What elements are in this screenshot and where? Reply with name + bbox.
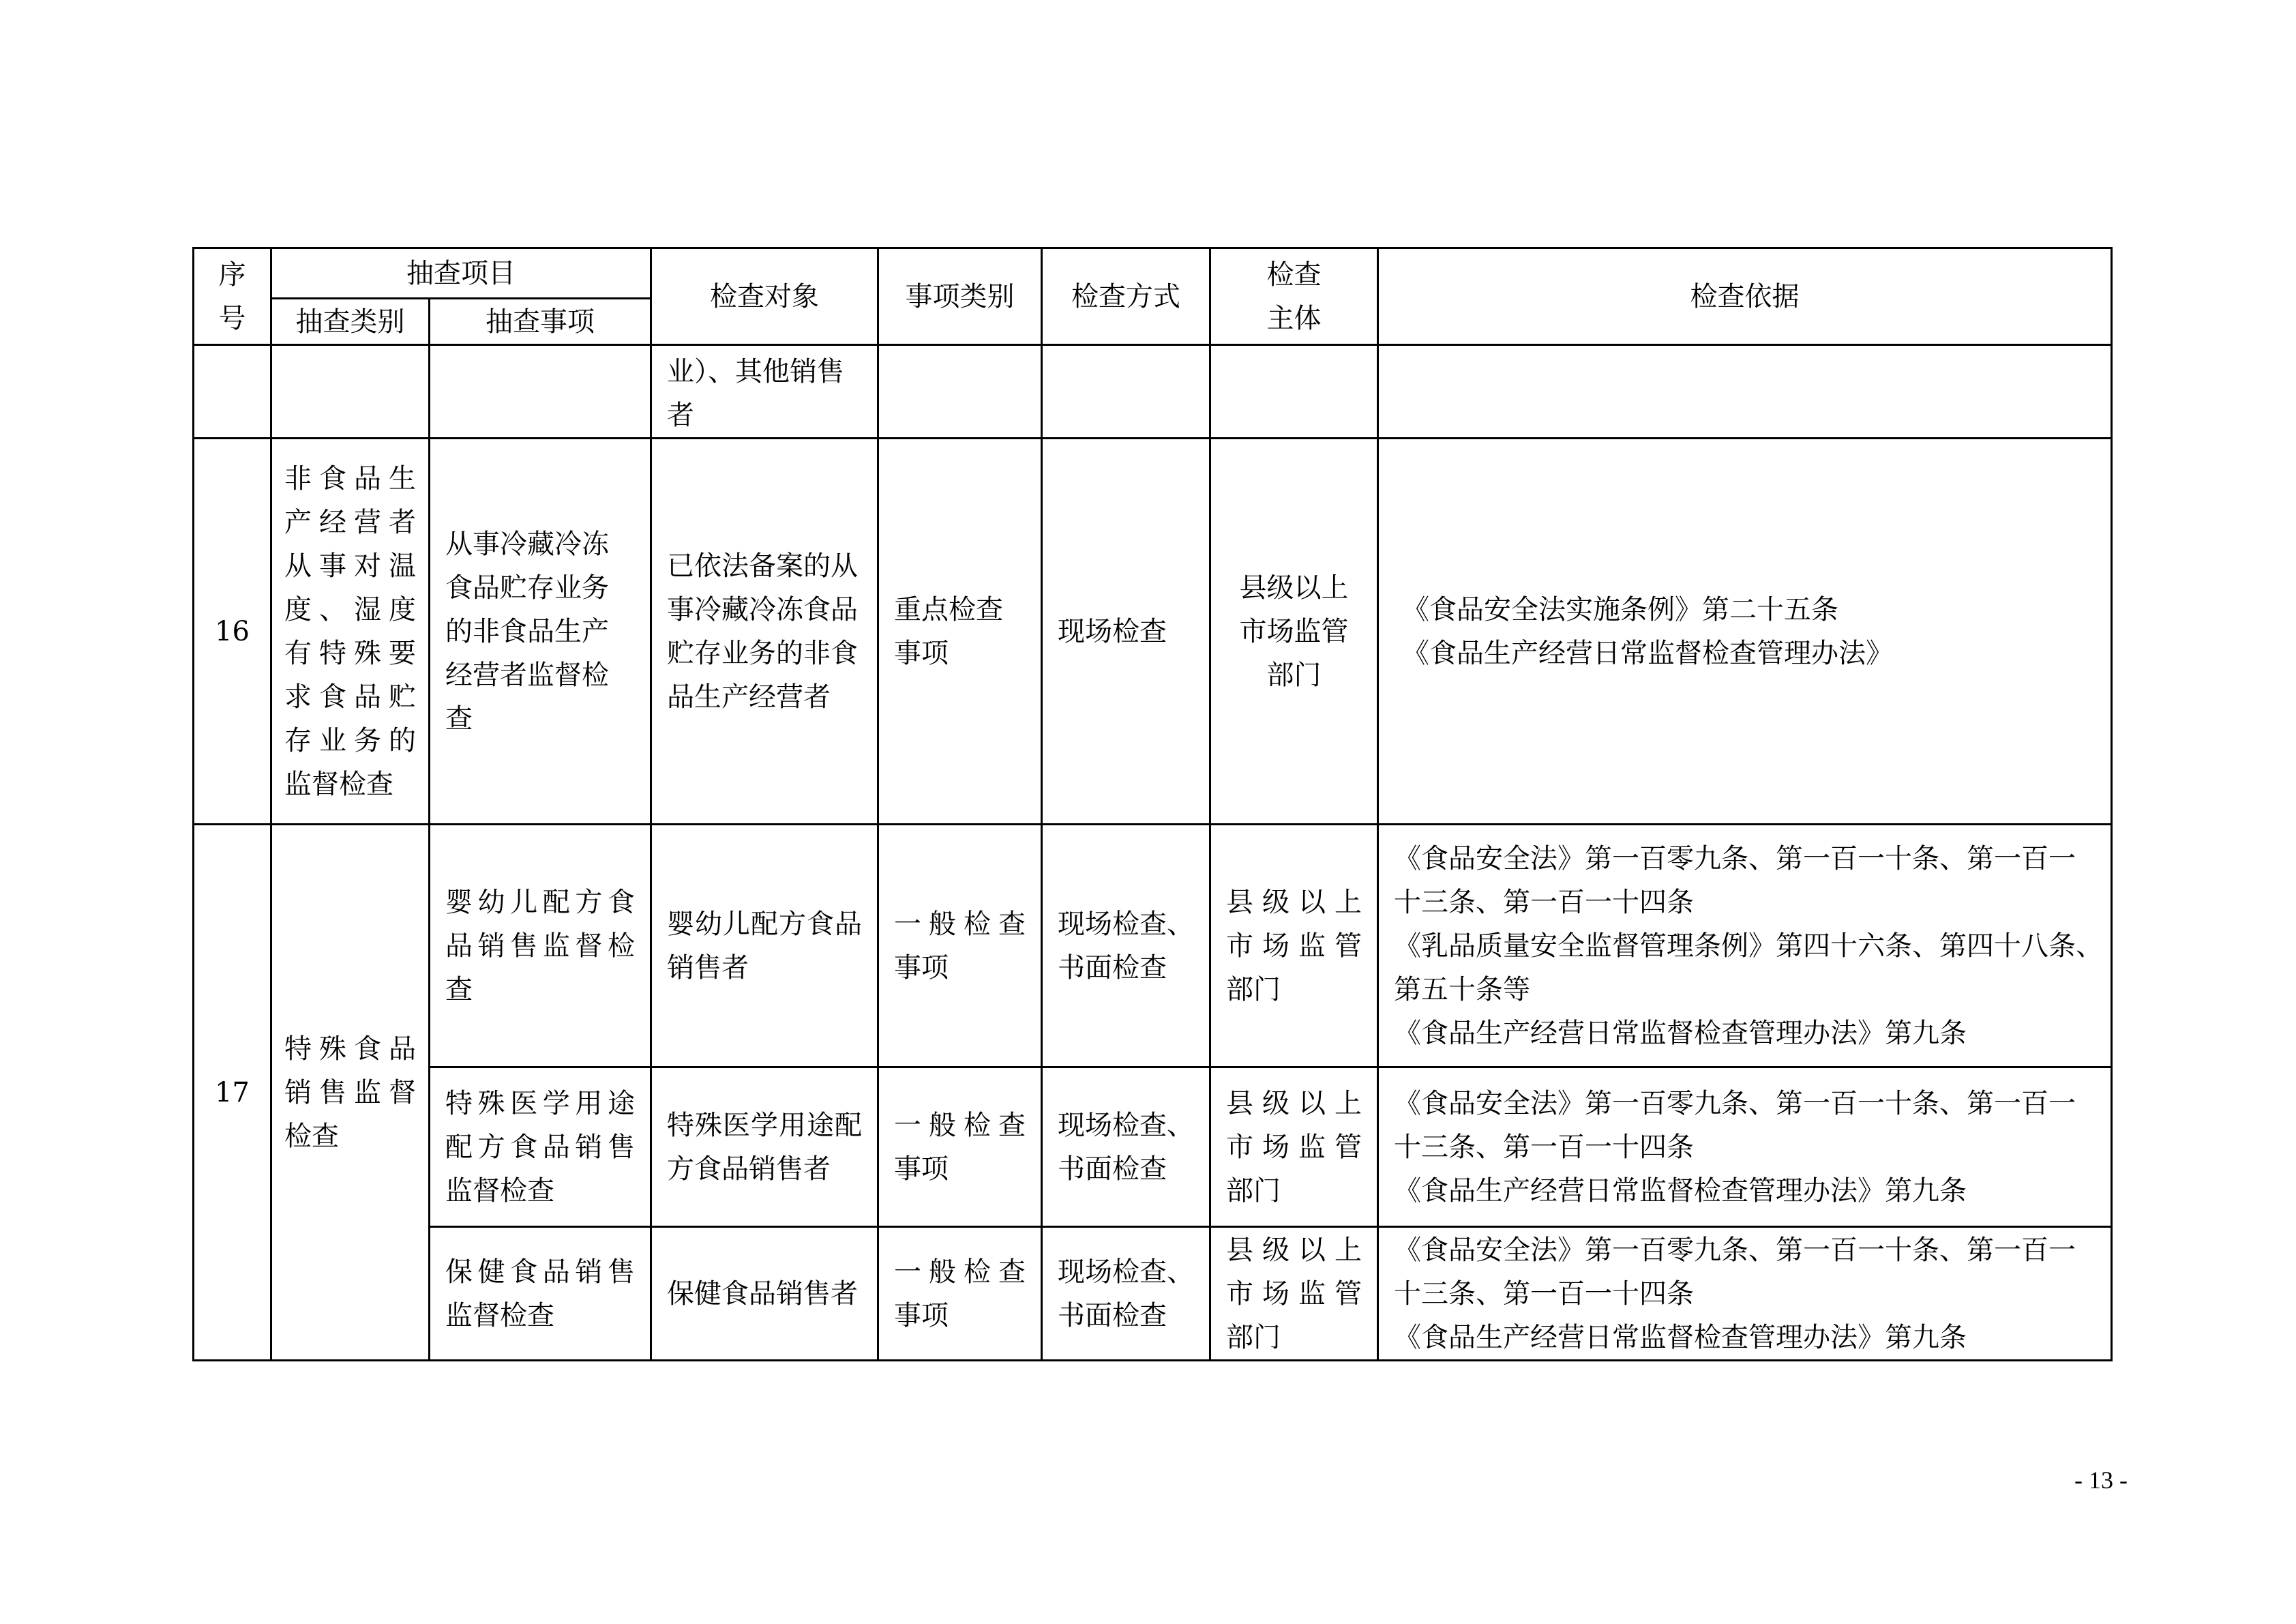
cell-target: 已依法备案的从事冷藏冷冻食品贮存业务的非食 品生产经营者 [651,439,878,825]
cell-seq [194,345,271,439]
cell-subject: 县级以上市场监管部门 [1210,439,1378,825]
header-subject-line1: 检查 [1266,259,1322,291]
basis-line: 十三条、第一百一十四条 [1394,886,1694,918]
header-type: 事项类别 [878,248,1042,345]
cell-method: 现场检查 [1042,439,1210,825]
cell-method: 现场检查、书面检查 [1042,1067,1210,1227]
header-basis: 检查依据 [1378,248,2112,345]
cell-category: 非食品生产经营者从事对温度、湿度有特殊要求食品贮存业务的监督检查 [271,439,430,825]
cell-target: 特殊医学用途配方食品销售者 [651,1067,878,1227]
cell-basis [1378,1067,2112,1227]
cont-target-line1: 业）、其他销售 [667,356,844,387]
header-subject-line2: 主体 [1266,302,1322,334]
cell-subject: 县级以上市场监管部门 [1210,1227,1378,1361]
cell-type: 重点检查事项 [878,439,1042,825]
header-category: 抽查类别 [271,299,430,345]
table-row [194,825,2112,1067]
basis-line: 《食品生产经营日常监督检查管理办法》第九条 [1394,1175,1967,1207]
page-number: - 13 - [2074,1466,2128,1494]
cell-basis [1378,1227,2112,1361]
basis-line: 十三条、第一百一十四条 [1394,1278,1694,1310]
cell-seq: 17 [194,825,271,1361]
basis-line: 《食品安全法实施条例》第二十五条 [1402,593,1838,625]
cell-item [430,345,651,439]
basis-line: 十三条、第一百一十四条 [1394,1131,1694,1163]
cell-item: 特殊医学用途配方食品销售监督检查 [430,1067,651,1227]
basis-line: 《食品生产经营日常监督检查管理办法》第九条 [1394,1321,1967,1353]
cell-basis [1378,345,2112,439]
cell-type: 一般检查事项 [878,825,1042,1067]
cell-subject [1210,345,1378,439]
cell-seq: 16 [194,439,271,825]
table-row [194,345,2112,439]
cell-type [878,345,1042,439]
header-subject [1210,248,1378,345]
cell-category [271,345,430,439]
basis-line: 《乳品质量安全监督管理条例》第四十六条、第四十八条、 [1394,930,2103,962]
table-header-row [194,248,2112,299]
cell-item: 从事冷藏冷冻食品贮存业务的非食品生产经营者监督检查 [430,439,651,825]
basis-line: 《食品生产经营日常监督检查管理办法》第九条 [1394,1017,1967,1049]
header-group: 抽查项目 [271,248,651,299]
cell-method: 现场检查、书面检查 [1042,825,1210,1067]
cell-subject: 县级以上市场监管部门 [1210,1067,1378,1227]
header-target: 检查对象 [651,248,878,345]
table-row [194,1227,2112,1361]
header-method: 检查方式 [1042,248,1210,345]
cell-target: 保健食品销售者 [651,1227,878,1361]
cell-target: 婴幼儿配方食品销售者 [651,825,878,1067]
basis-line: 《食品安全法》第一百零九条、第一百一十条、第一百一 [1394,1234,2076,1266]
header-item: 抽查事项 [430,299,651,345]
cont-target-line2: 者 [667,400,694,431]
header-seq: 序号 [194,248,271,345]
inspection-table [192,247,2113,1361]
cell-basis [1378,439,2112,825]
basis-line: 第五十条等 [1394,973,1530,1005]
cell-basis [1378,825,2112,1067]
table-row [194,1067,2112,1227]
basis-line: 《食品生产经营日常监督检查管理办法》 [1402,637,1893,669]
cell-type: 一般检查事项 [878,1067,1042,1227]
basis-line: 《食品安全法》第一百零九条、第一百一十条、第一百一 [1394,1087,2076,1119]
cell-item: 婴幼儿配方食品销售监督检查 [430,825,651,1067]
cell-target [651,345,878,439]
cell-subject: 县级以上市场监管部门 [1210,825,1378,1067]
table-row [194,439,2112,825]
cell-method: 现场检查、书面检查 [1042,1227,1210,1361]
basis-line: 《食品安全法》第一百零九条、第一百一十条、第一百一 [1394,842,2076,874]
cell-type: 一般检查事项 [878,1227,1042,1361]
cell-item: 保健食品销售监督检查 [430,1227,651,1361]
cell-method [1042,345,1210,439]
cell-category: 特殊食品销售监督检查 [271,825,430,1361]
